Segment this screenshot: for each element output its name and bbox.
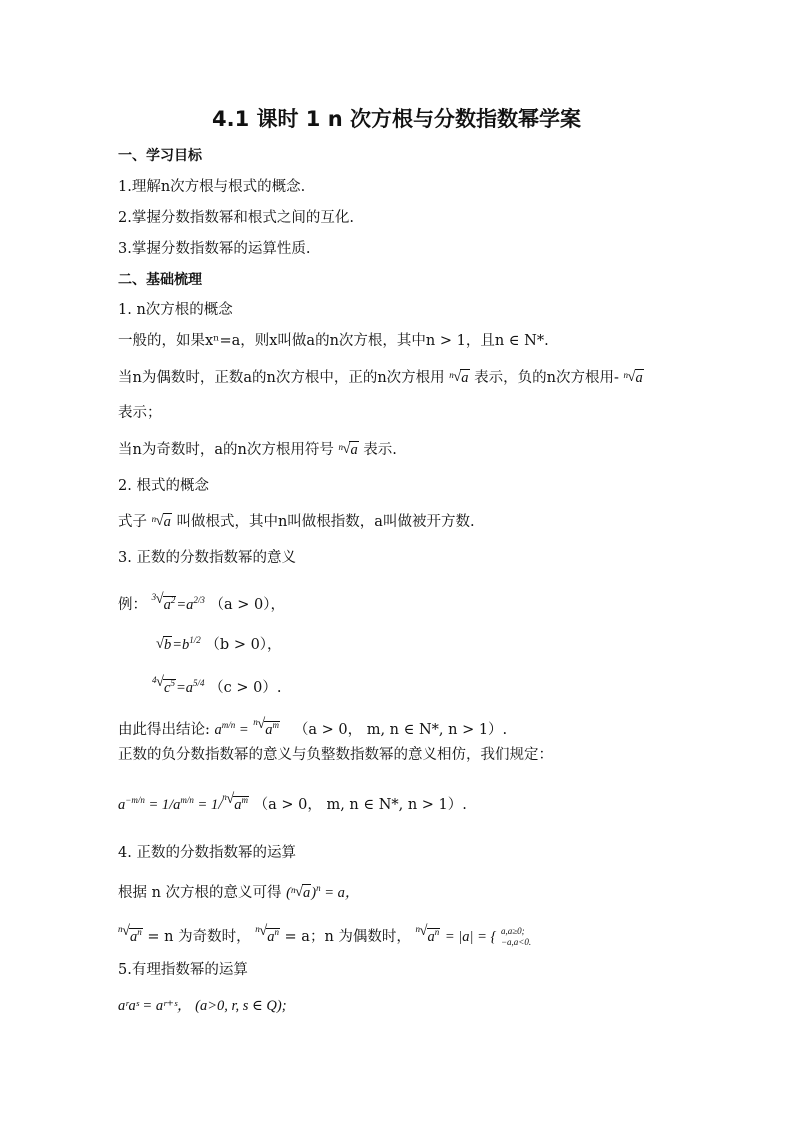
root-power-identity-line bbox=[118, 878, 359, 903]
radical-formula: n √ a bbox=[151, 513, 171, 530]
power-root-formula-3: n √ $a^n$ bbox=[415, 923, 440, 945]
nth-root-a-formula: n √ a bbox=[449, 369, 469, 386]
case-negative: −a,a<0. bbox=[500, 936, 532, 947]
power-root-identity-line bbox=[118, 922, 531, 948]
even-root-text-b: 表示，负的n次方根用- bbox=[474, 370, 619, 386]
case-nonnegative: a,a≥0; bbox=[500, 925, 525, 936]
section-heading-basics: 二、基础梳理 bbox=[118, 272, 202, 288]
section-heading-goals: 一、学习目标 bbox=[118, 148, 202, 164]
page-title: 4.1 课时 1 n 次方根与分数指数幂学案 bbox=[211, 107, 581, 131]
example-1-condition: （a > 0）， bbox=[209, 596, 286, 613]
subsection-2-title: 2. 根式的概念 bbox=[118, 478, 209, 494]
negative-exponent-condition: （a > 0， m, n ∈ N*, n > 1）. bbox=[253, 796, 467, 813]
power-root-formula-1: n √ $a^n$ bbox=[118, 923, 142, 945]
exponent-rule-line: aʳaˢ = aʳ⁺ˢ， (a>0, r, s ∈ Q); bbox=[118, 998, 287, 1014]
conclusion-text: 由此得出结论: bbox=[118, 721, 210, 738]
root-power-formula: ( n √ a)$^n$ = a， bbox=[286, 883, 360, 901]
example-1: 例： 3 √ $a^2=a^{2/3}$ （a > 0）， bbox=[118, 591, 286, 613]
example-2: √ $b=b^{1/2}$ （b > 0）， bbox=[152, 630, 282, 655]
negative-exponent-root: n √ $a^m$ bbox=[222, 791, 248, 813]
power-root-formula-2: n √ $a^n$ bbox=[255, 923, 279, 945]
absolute-value-formula: = |a| = { bbox=[444, 928, 497, 945]
odd-root-text-a: 当n为奇数时，a的n次方根用符号 bbox=[118, 442, 334, 458]
example-1-formula: 3 √ $a^2$ bbox=[151, 591, 176, 613]
power-root-text-b: = a；n 为偶数时， bbox=[284, 928, 411, 945]
negative-exponent-formula-line bbox=[118, 790, 467, 815]
example-3: 4 √ $c^5=a^{5/4}$ （c > 0）. bbox=[152, 674, 282, 696]
odd-root-formula: n √ a bbox=[338, 441, 358, 458]
negative-exponent-line: 正数的负分数指数幂的意义与负整数指数幂的意义相仿，我们规定： bbox=[118, 747, 553, 763]
subsection-4-title: 4. 正数的分数指数幂的运算 bbox=[118, 845, 296, 861]
subsection-3-title: 3. 正数的分数指数幂的意义 bbox=[118, 550, 296, 566]
conclusion-formula-rhs: n √ $a^m$ bbox=[253, 716, 280, 738]
subsection-1-title: 1. n次方根的概念 bbox=[118, 302, 233, 318]
subsection-5-title: 5.有理指数幂的运算 bbox=[118, 962, 248, 978]
power-root-text-a: = n 为奇数时， bbox=[147, 928, 251, 945]
negative-exponent-formula: $a^{-m/n} = 1/a^{m/n} = 1/$ bbox=[118, 795, 223, 813]
radical-text-a: 式子 bbox=[118, 514, 147, 530]
radical-text-b: 叫做根式，其中n叫做根指数，a叫做被开方数. bbox=[176, 514, 475, 530]
even-root-line-end: 表示； bbox=[118, 405, 162, 421]
even-root-text-a: 当n为偶数时，正数a的n次方根中，正的n次方根用 bbox=[118, 370, 445, 386]
example-2-formula: √ b bbox=[156, 635, 172, 653]
conclusion-line bbox=[118, 715, 507, 740]
odd-root-text-b: 表示. bbox=[363, 442, 397, 458]
conclusion-condition: （a > 0， m, n ∈ N*, n > 1）. bbox=[293, 721, 508, 738]
goal-item-1: 1.理解n次方根与根式的概念. bbox=[118, 179, 306, 195]
example-3-condition: （c > 0）. bbox=[209, 679, 282, 696]
example-label: 例： bbox=[118, 596, 147, 613]
example-3-formula: 4 √ $c^5$ bbox=[152, 674, 175, 696]
even-root-line bbox=[118, 368, 644, 388]
root-power-text: 根据 n 次方根的意义可得 bbox=[118, 884, 282, 901]
goal-item-3: 3.掌握分数指数幂的运算性质. bbox=[118, 241, 311, 257]
conclusion-formula-lhs: $a^{m/n}$ = bbox=[214, 720, 249, 738]
radical-definition-line bbox=[118, 512, 475, 532]
odd-root-line bbox=[118, 440, 397, 460]
neg-nth-root-a-formula: n √ a bbox=[623, 369, 643, 386]
nth-root-definition: 一般的，如果xⁿ=a，则x叫做a的n次方根，其中n > 1，且n ∈ N*. bbox=[118, 333, 549, 349]
example-2-condition: （b > 0）， bbox=[205, 636, 282, 653]
goal-item-2: 2.掌握分数指数幂和根式之间的互化. bbox=[118, 210, 354, 226]
piecewise-cases bbox=[501, 926, 531, 948]
